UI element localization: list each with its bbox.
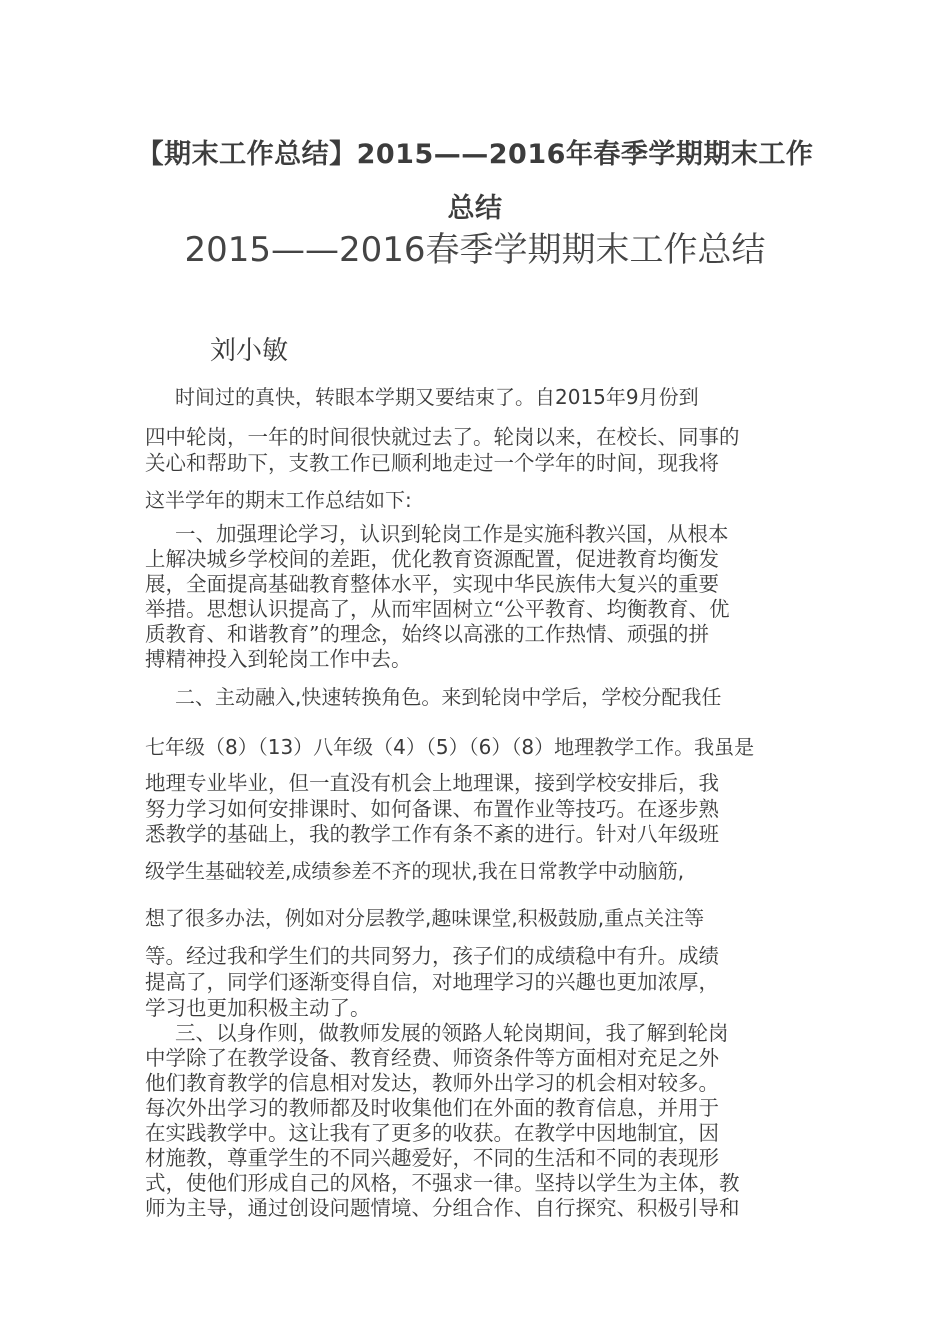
author-name: 刘小敏 bbox=[210, 336, 289, 366]
body-line: 质教育、和谐教育”的理念，始终以高涨的工作热情、顽强的拼 bbox=[145, 622, 709, 646]
body-line: 这半学年的期末工作总结如下: bbox=[145, 488, 412, 512]
body-line: 七年级（8）（13）八年级（4）（5）（6）（8）地理教学工作。我虽是 bbox=[145, 735, 755, 759]
body-line: 搏精神投入到轮岗工作中去。 bbox=[145, 647, 412, 671]
body-line: 他们教育教学的信息相对发达，教师外出学习的机会相对较多。 bbox=[145, 1071, 719, 1095]
body-line: 在实践教学中。这让我有了更多的收获。在教学中因地制宜，因 bbox=[145, 1121, 719, 1145]
body-line: 努力学习如何安排课时、如何备课、布置作业等技巧。在逐步熟 bbox=[145, 797, 719, 821]
body-line: 上解决城乡学校间的差距，优化教育资源配置，促进教育均衡发 bbox=[145, 547, 719, 571]
body-line: 时间过的真快，转眼本学期又要结束了。自2015年9月份到 bbox=[175, 385, 699, 409]
body-line: 关心和帮助下，支教工作已顺利地走过一个学年的时间，现我将 bbox=[145, 451, 719, 475]
body-line: 每次外出学习的教师都及时收集他们在外面的教育信息，并用于 bbox=[145, 1096, 719, 1120]
body-line: 一、加强理论学习，认识到轮岗工作是实施科教兴国，从根本 bbox=[175, 522, 729, 546]
body-line: 二、主动融入,快速转换角色。来到轮岗中学后，学校分配我任 bbox=[175, 685, 722, 709]
body-line: 级学生基础较差,成绩参差不齐的现状,我在日常教学中动脑筋, bbox=[145, 859, 685, 883]
body-line: 师为主导，通过创设问题情境、分组合作、自行探究、积极引导和 bbox=[145, 1196, 740, 1220]
body-line: 举措。思想认识提高了，从而牢固树立“公平教育、均衡教育、优 bbox=[145, 597, 730, 621]
body-line: 想了很多办法，例如对分层教学,趣味课堂,积极鼓励,重点关注等 bbox=[145, 906, 705, 930]
body-line: 等。经过我和学生们的共同努力，孩子们的成绩稳中有升。成绩 bbox=[145, 944, 719, 968]
body-line: 悉教学的基础上，我的教学工作有条不紊的进行。针对八年级班 bbox=[145, 822, 719, 846]
body-line: 三、以身作则，做教师发展的领路人轮岗期间，我了解到轮岗 bbox=[175, 1021, 729, 1045]
body-line: 提高了，同学们逐渐变得自信，对地理学习的兴趣也更加浓厚， bbox=[145, 970, 719, 994]
body-line: 展，全面提高基础教育整体水平，实现中华民族伟大复兴的重要 bbox=[145, 572, 719, 596]
body-line: 中学除了在教学设备、教育经费、师资条件等方面相对充足之外 bbox=[145, 1046, 719, 1070]
body-line: 材施教，尊重学生的不同兴趣爱好，不同的生活和不同的表现形 bbox=[145, 1146, 719, 1170]
body-line: 四中轮岗，一年的时间很快就过去了。轮岗以来，在校长、同事的 bbox=[145, 425, 740, 449]
body-line: 学习也更加积极主动了。 bbox=[145, 996, 371, 1020]
document-subtitle: 2015——2016春季学期期末工作总结 bbox=[184, 230, 766, 270]
body-line: 式，使他们形成自己的风格，不强求一律。坚持以学生为主体，教 bbox=[145, 1171, 740, 1195]
document-title: 【期末工作总结】2015——2016年春季学期期末工作总结 bbox=[136, 139, 814, 224]
body-line: 地理专业毕业，但一直没有机会上地理课，接到学校安排后，我 bbox=[145, 771, 719, 795]
